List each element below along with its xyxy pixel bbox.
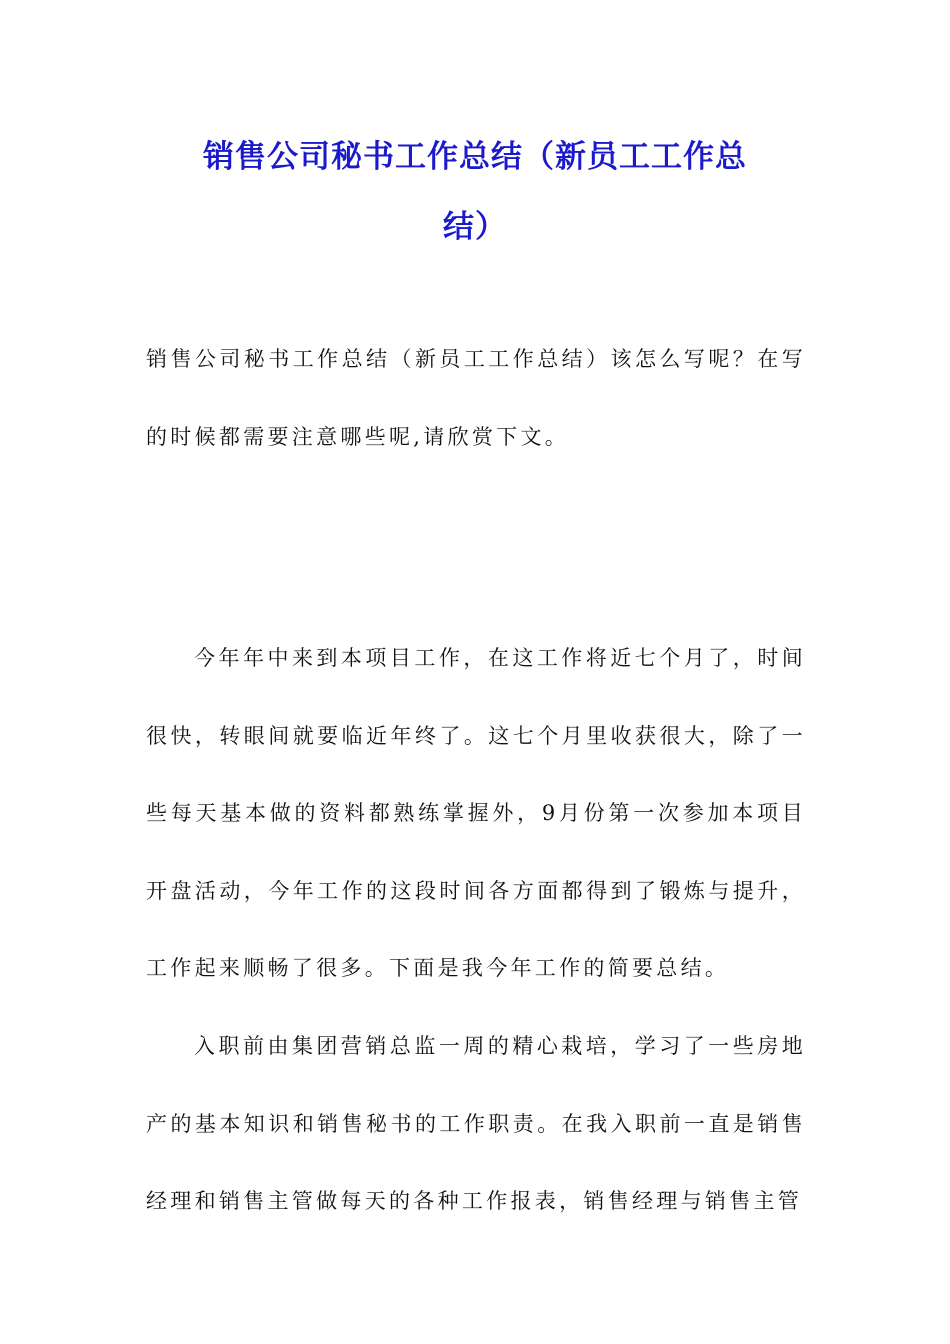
title-line-1: 销售公司秘书工作总结（新员工工作总 [203, 139, 747, 175]
title-line-2: 结） [443, 209, 507, 245]
body-paragraph-2: 入职前由集团营销总监一周的精心栽培，学习了一些房地产的基本知识和销售秘书的工作职责。在我入职前一直是销售经理和销售主管做每天的各种工作报表，销售经理与销售主管 [146, 1034, 806, 1213]
intro-paragraph: 销售公司秘书工作总结（新员工工作总结）该怎么写呢？在写的时候都需要注意哪些呢,请欣赏下文。 [146, 347, 806, 449]
body-paragraph-1: 今年年中来到本项目工作，在这工作将近七个月了，时间很快，转眼间就要临近年终了。这七个月里收获很大，除了一些每天基本做的资料都熟练掌握外，9月份第一次参加本项目开盘活动，今年工作的这段时间各方面都得到了锻炼与提升，工作起来顺畅了很多。下面是我今年工作的简要总结。 [146, 646, 806, 980]
document-title [120, 122, 830, 262]
